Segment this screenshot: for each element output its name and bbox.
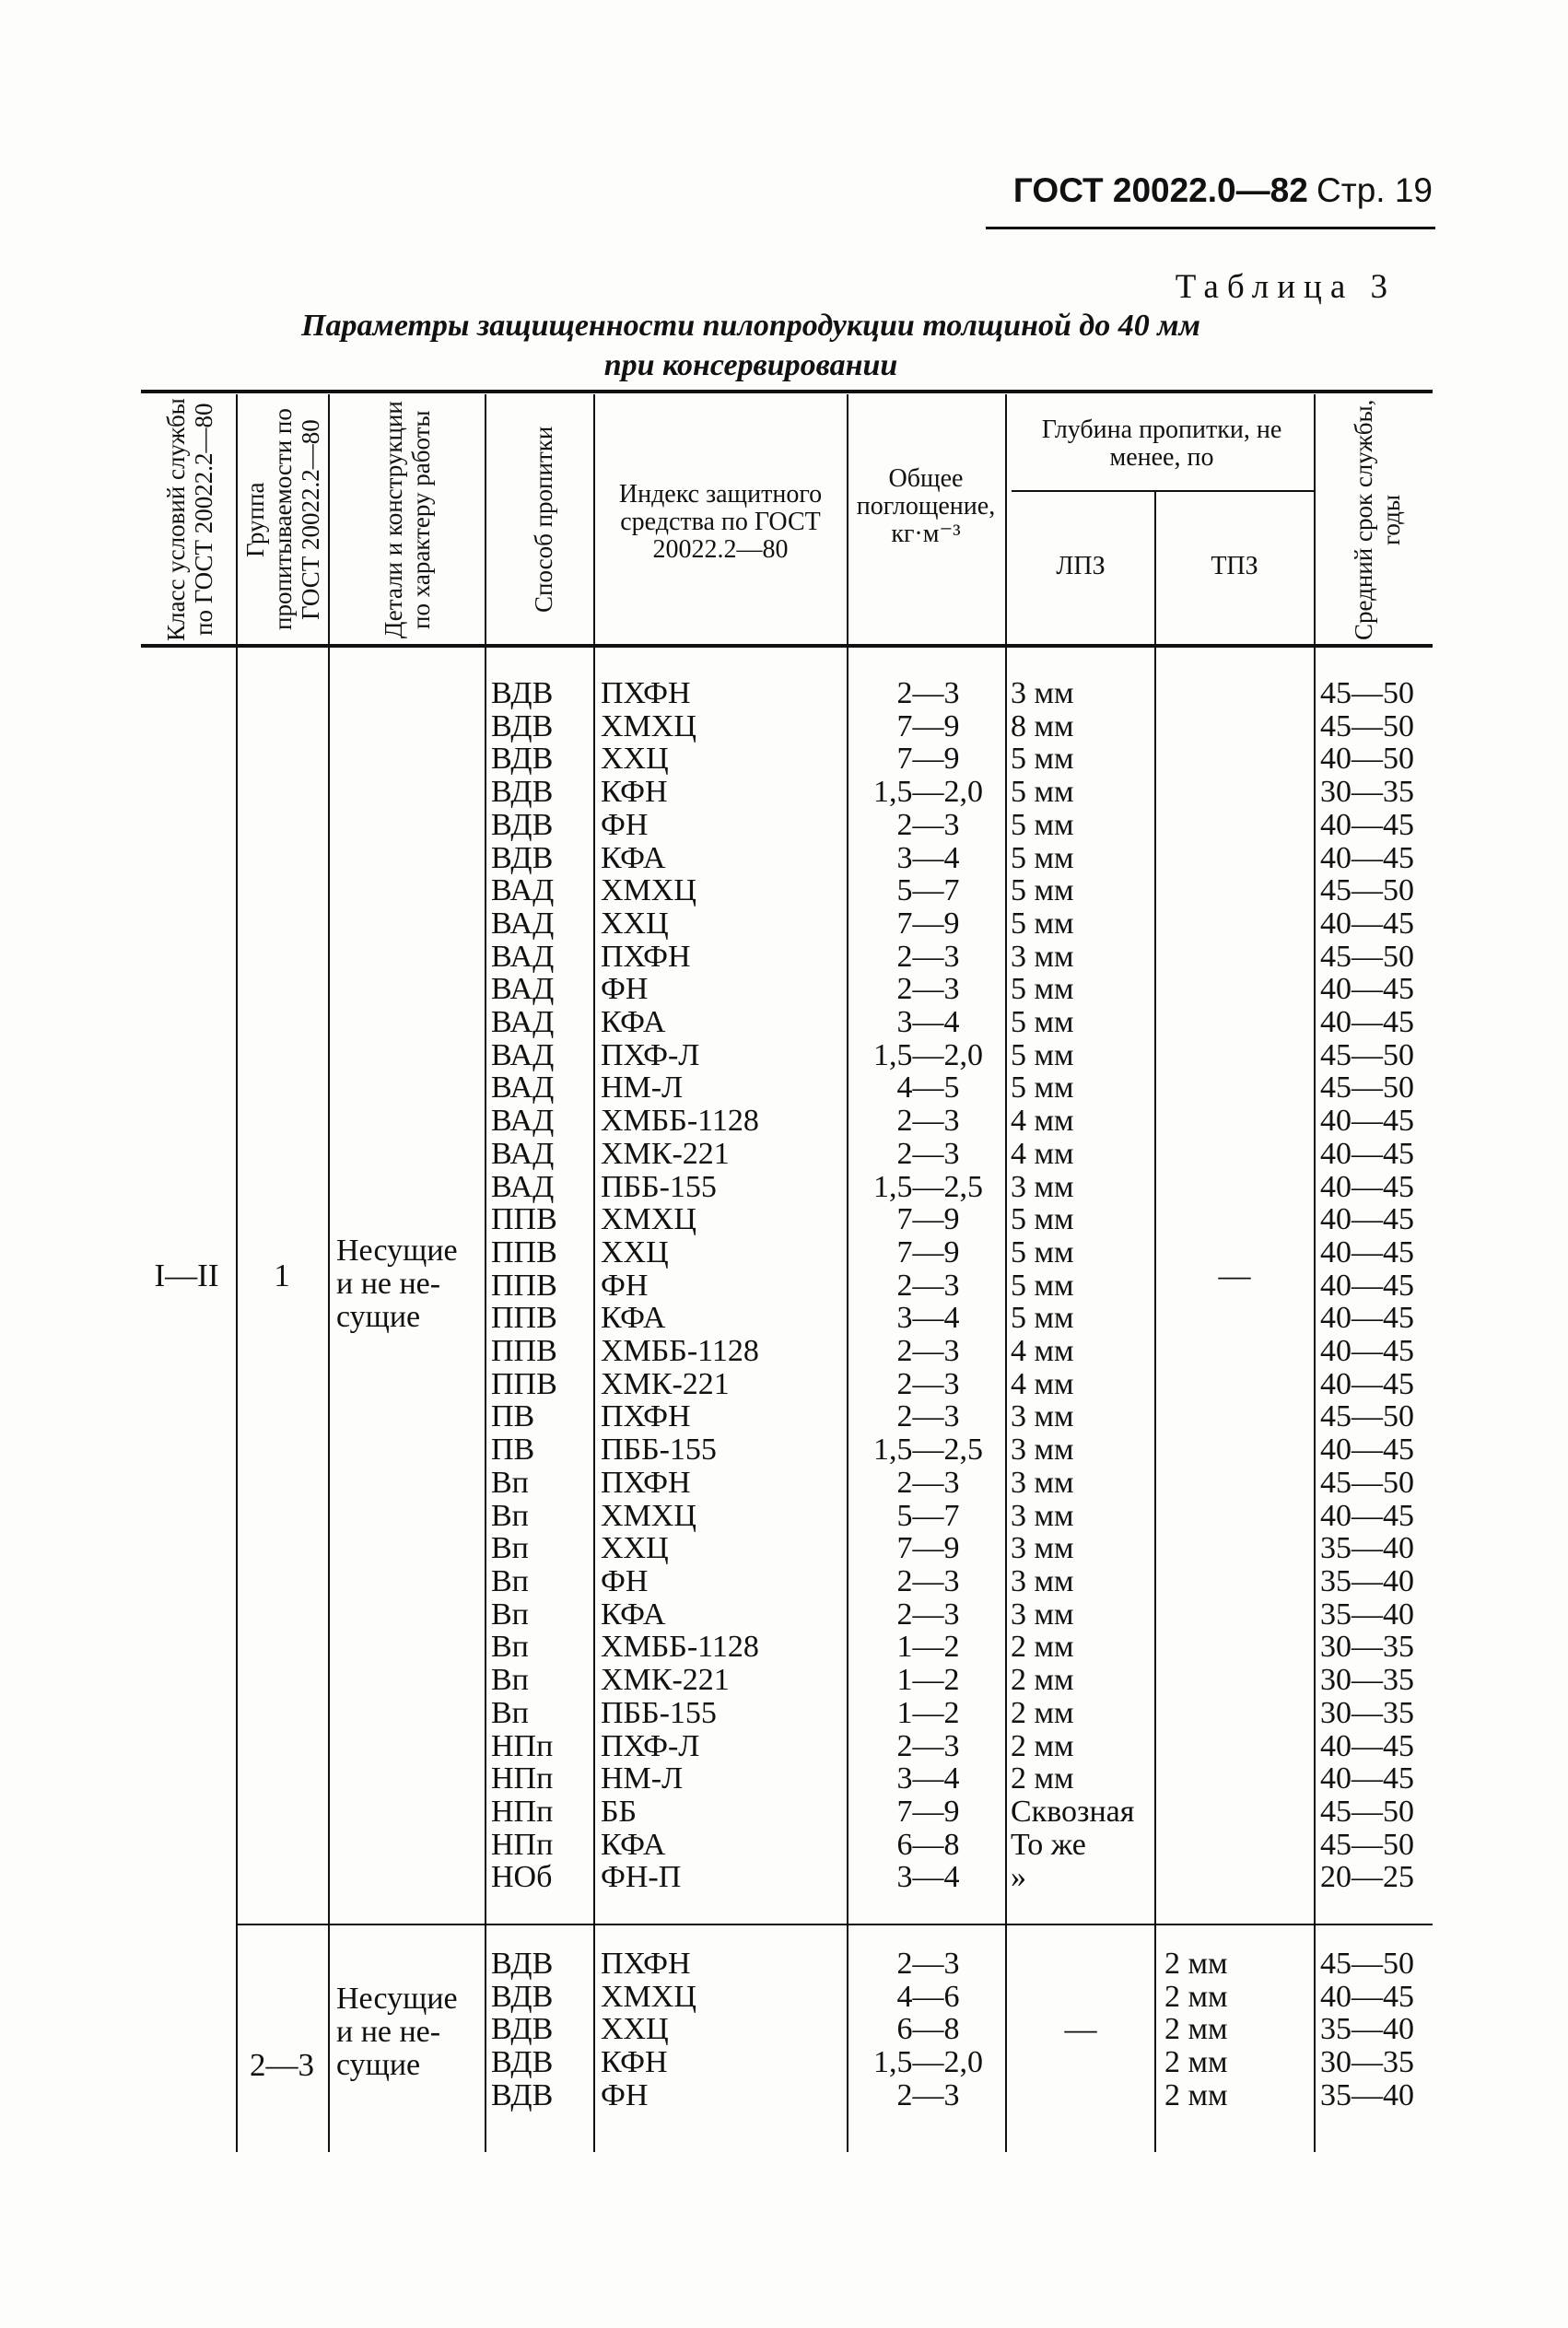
header-method: Способ пропитки — [530, 426, 557, 614]
header-class: Класс условий службы по ГОСТ 20022.2—80 — [162, 398, 217, 641]
standard-number: ГОСТ 20022.0—82 — [1012, 171, 1308, 209]
table-label: Таблица 3 — [1175, 268, 1396, 306]
block2-life-column: 45—50 40—45 35—40 30—35 35—40 — [1320, 1947, 1414, 2112]
block2-method-column: ВДВ ВДВ ВДВ ВДВ ВДВ — [491, 1947, 554, 2112]
block2-absorption-column: 2—3 4—6 6—8 1,5—2,0 2—3 — [873, 1947, 983, 2112]
block1-life-column: 45—50 45—50 40—50 30—35 40—45 40—45 45—50 40—45 45—50 40—45 40—45 45—50 45—50 40—45 40—45 40—45 40—45 40—45 40—45 40—45 40—45 40—45 45—50 40—45 45—50 40—45 35—40 35—40 35—40 30—35 30—35 30—35 40—45 40—45 45—50 45—50 20—25 — [1320, 676, 1414, 1895]
header-depth: Глубина пропитки, не менее, по — [1041, 415, 1282, 472]
block1-index-column: ПХФН ХМХЦ ХХЦ КФН ФН КФА ХМХЦ ХХЦ ПХФН ФН КФА ПХФ-Л НМ-Л ХМББ-1128 ХМК-221 ПББ-155 ХМХЦ ХХЦ ФН КФА ХМББ-1128 ХМК-221 ПХФН ПББ-155 ПХФН ХМХЦ ХХЦ ФН КФА ХМББ-1128 ХМК-221 ПББ-155 ПХФ-Л НМ-Л ББ КФА ФН-П — [601, 676, 759, 1895]
header-lpz: ЛПЗ — [1056, 552, 1106, 580]
table-title-line2: при консервировании — [603, 348, 898, 382]
block2-tpz-column: 2 мм 2 мм 2 мм 2 мм 2 мм — [1164, 1947, 1228, 2112]
block2-index-column: ПХФН ХМХЦ ХХЦ КФН ФН — [601, 1947, 696, 2112]
header-rule — [986, 227, 1435, 229]
header-index: Индекс защитного средства по ГОСТ 20022.2—80 — [618, 480, 823, 564]
block1-group: 1 — [274, 1258, 290, 1293]
block1-absorption-column: 2—3 7—9 7—9 1,5—2,0 2—3 3—4 5—7 7—9 2—3 2—3 3—4 1,5—2,0 4—5 2—3 2—3 1,5—2,5 7—9 7—9 2—3 3—4 2—3 2—3 2—3 1,5—2,5 2—3 5—7 7—9 2—3 2—3 1—2 1—2 1—2 2—3 3—4 7—9 6—8 3—4 — [873, 676, 983, 1895]
block1-details: Несущие и не не- сущие — [336, 1234, 458, 1334]
header-group: Группа пропитываемости по ГОСТ 20022.2—80 — [241, 408, 324, 631]
header-details: Детали и конструкции по характеру работы — [380, 401, 435, 638]
table-title — [221, 306, 1281, 385]
block1-lpz-column: 3 мм 8 мм 5 мм 5 мм 5 мм 5 мм 5 мм 5 мм 3 мм 5 мм 5 мм 5 мм 5 мм 4 мм 4 мм 3 мм 5 мм 5 мм 5 мм 5 мм 4 мм 4 мм 3 мм 3 мм 3 мм 3 мм 3 мм 3 мм 3 мм 2 мм 2 мм 2 мм 2 мм 2 мм Сквозная То же » — [1011, 676, 1135, 1895]
page-number: Стр. 19 — [1316, 171, 1433, 209]
block1-method-column: ВДВ ВДВ ВДВ ВДВ ВДВ ВДВ ВАД ВАД ВАД ВАД ВАД ВАД ВАД ВАД ВАД ВАД ППВ ППВ ППВ ППВ ППВ ППВ ПВ ПВ Вп Вп Вп Вп Вп Вп Вп Вп НПп НПп НПп НПп НОб — [491, 676, 557, 1895]
page-header — [990, 171, 1433, 211]
block2-lpz: — — [1064, 2011, 1097, 2047]
block1-tpz: — — [1218, 1258, 1251, 1293]
header-absorption: Общее поглощение, кг·м⁻³ — [856, 464, 996, 548]
block2-details: Несущие и не не- сущие — [336, 1982, 458, 2082]
table-title-line1: Параметры защищенности пилопродукции толщиной до 40 мм — [301, 309, 1200, 343]
header-life: Средний срок службы, годы — [1350, 399, 1405, 640]
block1-class: I—II — [154, 1258, 219, 1293]
header-tpz: ТПЗ — [1211, 552, 1258, 580]
block2-group: 2—3 — [250, 2047, 314, 2083]
